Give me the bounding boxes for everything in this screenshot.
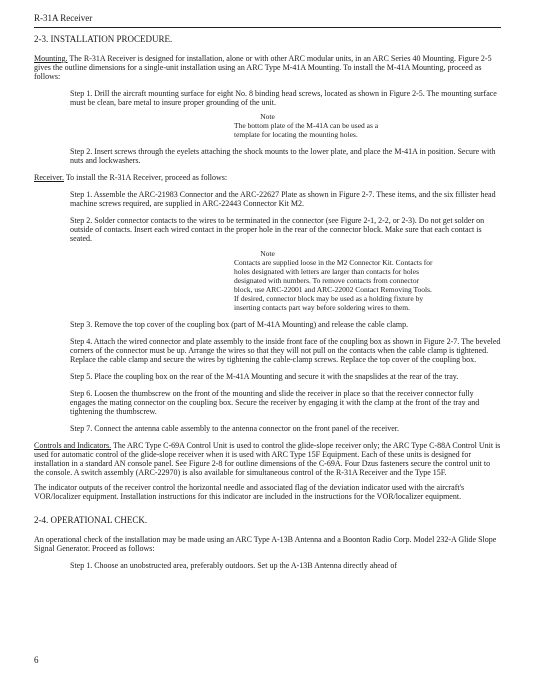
receiver-step-3: Step 3. Remove the top cover of the coupling box (part of M-41A Mounting) and release the cable clamp. xyxy=(70,320,409,329)
controls-text: The ARC Type C-69A Control Unit is used to control the glide-slope receiver only; the ARC Type C-88A Control Unit is used for automatic control of the glide-slope receiver when it is used with ARC Type 15F Equipment. Each of these units is designed for installation in a standard AN console panel. See Figure 2-8 for outline dimensions of the C-69A. Four Dzus fasteners secure the control unit to the console. A switch assembly (ARC-22970) is also available for simultaneous control of the R-31A Receiver and the Type 15F. xyxy=(34,441,501,477)
running-head: R-31A Receiver xyxy=(34,13,93,23)
operational-intro: An operational check of the installation may be made using an ARC Type A-13B Antenna and a Boonton Radio Corp. Model 232-A Glide Slope Signal Generator. Proceed as follows: xyxy=(34,535,497,553)
receiver-text: To install the R-31A Receiver, proceed as follows: xyxy=(63,173,228,182)
section-2-4-heading: 2-4. OPERATIONAL CHECK. xyxy=(34,515,148,525)
note-2-text: Contacts are supplied loose in the M2 Connector Kit. Contacts for holes designated with letters are larger than contacts for holes designated with numbers. To remove contacts from connector block, use ARC-22001 and ARC-22002 Contact Removing Tools. If desired, connector block may be used as a holding fixture by inserting contacts part way before soldering wires to them. xyxy=(234,258,433,312)
note-1-title: Note xyxy=(260,112,275,121)
receiver-paragraph xyxy=(34,173,501,182)
indicator-paragraph: The indicator outputs of the receiver control the horizontal needle and associated flag of the deviation indicator used with the aircraft's VOR/localizer equipment. Installation instructions for this indicator are included in the instructions for the VOR/localizer equipment. xyxy=(34,483,465,501)
mounting-text: The R-31A Receiver is designed for installation, alone or with other ARC modular units, in an ARC Series 40 Mounting. Figure 2-5 gives the outline dimensions for a single-unit installation using an ARC Type M-41A Mounting. To install the M-41A Mounting, proceed as follows: xyxy=(34,54,492,81)
mounting-paragraph xyxy=(34,54,501,81)
note-1-text: The bottom plate of the M-41A can be used as a template for locating the mounting holes. xyxy=(234,121,379,139)
mounting-label: Mounting. xyxy=(34,54,68,63)
note-2-title: Note xyxy=(260,249,275,258)
receiver-step-7: Step 7. Connect the antenna cable assembly to the antenna connector on the front panel of the receiver. xyxy=(70,424,399,433)
operational-step-1: Step 1. Choose an unobstructed area, preferably outdoors. Set up the A-13B Antenna directly ahead of xyxy=(70,561,398,570)
receiver-step-2: Step 2. Solder connector contacts to the wires to be terminated in the connector (see Figure 2-1, 2-2, or 2-3). Do not get solder on outside of contacts. Insert each wired contact in the proper hole in the rear of the connector block. Make sure that each contact is seated. xyxy=(70,216,485,243)
controls-paragraph xyxy=(34,441,501,477)
page-number: 6 xyxy=(34,655,39,665)
receiver-step-5: Step 5. Place the coupling box on the rear of the M-41A Mounting and secure it with the snapslides at the rear of the tray. xyxy=(70,372,459,381)
receiver-step-4: Step 4. Attach the wired connector and plate assembly to the inside front face of the coupling box as shown in Figure 2-7. The beveled corners of the connector must be up. Arrange the wires so that they will not pull on the contacts when the cable clamp is tightened. Replace the cable clamp and secure the wires by tightening the cable-clamp screws. Replace the top cover of the coupling box. xyxy=(70,337,501,364)
section-2-3-heading: 2-3. INSTALLATION PROCEDURE. xyxy=(34,34,173,44)
receiver-step-6: Step 6. Loosen the thumbscrew on the front of the mounting and slide the receiver in place so that the receiver connector fully engages the mating connector on the coupling box. Secure the receiver by engaging it with the clamp at the front of the tray and tightening the thumbscrew. xyxy=(70,389,480,416)
header-rule xyxy=(34,27,501,28)
controls-label: Controls and Indicators. xyxy=(34,441,112,450)
receiver-step-1: Step 1. Assemble the ARC-21983 Connector and the ARC-22627 Plate as shown in Figure 2-7. These items, and the six fillister head machine screws required, are supplied in ARC-22443 Connector Kit M2. xyxy=(70,190,496,208)
mount-step-1: Step 1. Drill the aircraft mounting surface for eight No. 8 binding head screws, located as shown in Figure 2-5. The mounting surface must be clean, bare metal to insure proper grounding of the unit. xyxy=(70,89,497,107)
mount-step-2: Step 2. Insert screws through the eyelets attaching the shock mounts to the lower plate, and place the M-41A in position. Secure with nuts and lockwashers. xyxy=(70,147,496,165)
receiver-label: Receiver. xyxy=(34,173,64,182)
